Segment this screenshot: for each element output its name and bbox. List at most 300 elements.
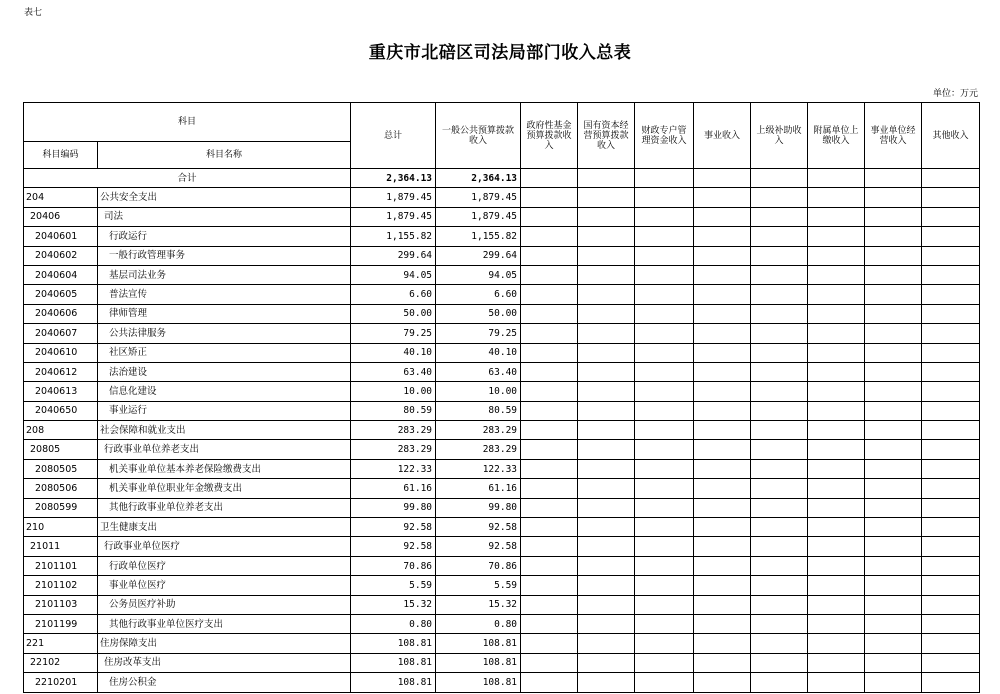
total-cell: 1,879.45 (351, 188, 436, 207)
empty-cell (751, 227, 808, 246)
subject-code-cell: 2040610 (24, 343, 98, 362)
general-budget-cell: 79.25 (436, 324, 521, 343)
empty-cell (521, 459, 578, 478)
empty-cell (521, 518, 578, 537)
header-other-income: 其他收入 (922, 103, 980, 169)
subject-name-cell: 律师管理 (98, 304, 351, 323)
total-cell: 299.64 (351, 246, 436, 265)
empty-cell (578, 459, 635, 478)
empty-cell (865, 421, 922, 440)
empty-cell (521, 188, 578, 207)
total-cell: 108.81 (351, 673, 436, 692)
empty-cell (751, 498, 808, 517)
empty-cell (694, 440, 751, 459)
subject-code-cell: 2040612 (24, 362, 98, 381)
empty-cell (694, 285, 751, 304)
total-cell: 79.25 (351, 324, 436, 343)
empty-cell (521, 556, 578, 575)
empty-cell (578, 246, 635, 265)
general-budget-cell: 108.81 (436, 653, 521, 672)
empty-cell (808, 459, 865, 478)
subject-code-cell: 21011 (24, 537, 98, 556)
subject-code-cell: 2040606 (24, 304, 98, 323)
empty-cell (635, 343, 694, 362)
empty-cell (635, 304, 694, 323)
table-row (24, 227, 980, 246)
general-budget-cell: 1,879.45 (436, 188, 521, 207)
total-cell: 40.10 (351, 343, 436, 362)
table-row (24, 304, 980, 323)
empty-cell (578, 207, 635, 226)
empty-cell (694, 576, 751, 595)
empty-cell (865, 343, 922, 362)
subject-name-cell: 行政运行 (98, 227, 351, 246)
empty-cell (751, 343, 808, 362)
empty-cell (635, 188, 694, 207)
empty-cell (694, 265, 751, 284)
empty-cell (521, 246, 578, 265)
empty-cell (635, 614, 694, 633)
empty-cell (635, 556, 694, 575)
empty-cell (808, 614, 865, 633)
subject-name-cell: 一般行政管理事务 (98, 246, 351, 265)
empty-cell (922, 518, 980, 537)
empty-cell (694, 614, 751, 633)
empty-cell (865, 653, 922, 672)
table-row (24, 537, 980, 556)
empty-cell (865, 324, 922, 343)
table-row (24, 498, 980, 517)
empty-cell (922, 401, 980, 420)
header-business-operation: 事业单位经营收入 (865, 103, 922, 169)
header-gov-fund: 政府性基金预算拨款收入 (521, 103, 578, 169)
empty-cell (865, 634, 922, 653)
empty-cell (922, 421, 980, 440)
empty-cell (751, 362, 808, 381)
empty-cell (808, 634, 865, 653)
subject-code-cell: 2040613 (24, 382, 98, 401)
header-subject: 科目 (24, 103, 351, 142)
empty-cell (865, 362, 922, 381)
empty-cell (578, 285, 635, 304)
subject-code-cell: 2040604 (24, 265, 98, 284)
empty-cell (808, 285, 865, 304)
subject-name-cell: 机关事业单位职业年金缴费支出 (98, 479, 351, 498)
empty-cell (751, 479, 808, 498)
empty-cell (578, 362, 635, 381)
subject-name-cell: 其他行政事业单位医疗支出 (98, 614, 351, 633)
header-subject-name: 科目名称 (98, 142, 351, 169)
subject-name-cell: 事业单位医疗 (98, 576, 351, 595)
empty-cell (694, 673, 751, 692)
empty-cell (578, 634, 635, 653)
empty-cell (808, 518, 865, 537)
empty-cell (635, 227, 694, 246)
empty-cell (808, 304, 865, 323)
empty-cell (922, 653, 980, 672)
empty-cell (922, 246, 980, 265)
table-row (24, 673, 980, 692)
empty-cell (578, 343, 635, 362)
table-row (24, 421, 980, 440)
subject-code-cell: 2040607 (24, 324, 98, 343)
general-budget-cell: 283.29 (436, 440, 521, 459)
empty-cell (521, 498, 578, 517)
general-budget-cell: 5.59 (436, 576, 521, 595)
empty-cell (922, 614, 980, 633)
table-row (24, 207, 980, 226)
general-budget-cell: 0.80 (436, 614, 521, 633)
empty-cell (521, 382, 578, 401)
empty-cell (694, 227, 751, 246)
empty-cell (578, 556, 635, 575)
empty-cell (865, 440, 922, 459)
empty-cell (578, 324, 635, 343)
total-cell: 10.00 (351, 382, 436, 401)
empty-cell (808, 498, 865, 517)
empty-cell (865, 498, 922, 517)
general-budget-cell: 108.81 (436, 634, 521, 653)
table-row (24, 634, 980, 653)
empty-cell (922, 459, 980, 478)
empty-cell (521, 421, 578, 440)
empty-cell (808, 207, 865, 226)
empty-cell (635, 634, 694, 653)
total-total-cell: 2,364.13 (351, 169, 436, 188)
subject-code-cell: 2080599 (24, 498, 98, 517)
table-row (24, 382, 980, 401)
subject-name-cell: 公务员医疗补助 (98, 595, 351, 614)
empty-cell (521, 634, 578, 653)
empty-cell (922, 188, 980, 207)
empty-cell (865, 304, 922, 323)
header-state-capital: 国有资本经营预算拨款收入 (578, 103, 635, 169)
empty-cell (808, 246, 865, 265)
subject-code-cell: 2040650 (24, 401, 98, 420)
subject-name-cell: 住房保障支出 (98, 634, 351, 653)
subject-code-cell: 2101102 (24, 576, 98, 595)
empty-cell (694, 343, 751, 362)
total-cell: 0.80 (351, 614, 436, 633)
empty-cell (922, 382, 980, 401)
table-row (24, 324, 980, 343)
header-affiliated-income: 附属单位上缴收入 (808, 103, 865, 169)
empty-cell (578, 401, 635, 420)
empty-cell (521, 440, 578, 459)
table-row (24, 459, 980, 478)
empty-cell (578, 382, 635, 401)
empty-cell (751, 518, 808, 537)
empty-cell (865, 614, 922, 633)
empty-cell (922, 479, 980, 498)
empty-cell (922, 265, 980, 284)
empty-cell (922, 673, 980, 692)
empty-cell (521, 362, 578, 381)
empty-cell (694, 479, 751, 498)
empty-cell (635, 246, 694, 265)
total-row (24, 169, 980, 188)
empty-cell (808, 401, 865, 420)
empty-cell (694, 382, 751, 401)
empty-cell (751, 382, 808, 401)
empty-cell (922, 595, 980, 614)
empty-cell (922, 227, 980, 246)
general-budget-cell: 94.05 (436, 265, 521, 284)
subject-name-cell: 卫生健康支出 (98, 518, 351, 537)
empty-cell (751, 634, 808, 653)
empty-cell (751, 285, 808, 304)
subject-code-cell: 2040605 (24, 285, 98, 304)
empty-cell (694, 653, 751, 672)
unit-label: 单位：万元 (932, 89, 978, 99)
empty-cell (865, 227, 922, 246)
empty-cell (865, 556, 922, 575)
empty-cell (751, 207, 808, 226)
table-row (24, 265, 980, 284)
empty-cell (694, 634, 751, 653)
general-budget-cell: 108.81 (436, 673, 521, 692)
empty-cell (751, 188, 808, 207)
table-row (24, 653, 980, 672)
empty-cell (635, 653, 694, 672)
table-row (24, 440, 980, 459)
empty-cell (808, 576, 865, 595)
table-row (24, 479, 980, 498)
empty-cell (521, 595, 578, 614)
table-label: 表七 (24, 8, 43, 18)
empty-cell (694, 304, 751, 323)
subject-code-cell: 210 (24, 518, 98, 537)
subject-name-cell: 基层司法业务 (98, 265, 351, 284)
empty-cell (808, 362, 865, 381)
empty-cell (751, 537, 808, 556)
total-cell: 92.58 (351, 518, 436, 537)
empty-cell (751, 673, 808, 692)
subject-name-cell: 其他行政事业单位养老支出 (98, 498, 351, 517)
empty-cell (694, 556, 751, 575)
empty-cell (635, 518, 694, 537)
empty-cell (694, 401, 751, 420)
total-cell: 61.16 (351, 479, 436, 498)
empty-cell (922, 285, 980, 304)
table-row (24, 614, 980, 633)
empty-cell (865, 537, 922, 556)
subject-code-cell: 20406 (24, 207, 98, 226)
total-cell: 15.32 (351, 595, 436, 614)
general-budget-cell: 92.58 (436, 518, 521, 537)
empty-cell (694, 188, 751, 207)
empty-cell (865, 479, 922, 498)
empty-cell (635, 440, 694, 459)
total-cell: 6.60 (351, 285, 436, 304)
empty-cell (808, 673, 865, 692)
empty-cell (808, 479, 865, 498)
empty-cell (751, 653, 808, 672)
subject-code-cell: 20805 (24, 440, 98, 459)
empty-cell (635, 576, 694, 595)
header-business-income: 事业收入 (694, 103, 751, 169)
subject-code-cell: 22102 (24, 653, 98, 672)
total-general-cell: 2,364.13 (436, 169, 521, 188)
subject-name-cell: 社会保障和就业支出 (98, 421, 351, 440)
empty-cell (635, 265, 694, 284)
empty-cell (635, 382, 694, 401)
subject-code-cell: 2101103 (24, 595, 98, 614)
general-budget-cell: 122.33 (436, 459, 521, 478)
subject-name-cell: 行政事业单位养老支出 (98, 440, 351, 459)
subject-code-cell: 2080505 (24, 459, 98, 478)
total-cell: 94.05 (351, 265, 436, 284)
total-cell: 63.40 (351, 362, 436, 381)
empty-cell (578, 537, 635, 556)
subject-code-cell: 2080506 (24, 479, 98, 498)
empty-cell (922, 537, 980, 556)
empty-cell (578, 518, 635, 537)
empty-cell (694, 518, 751, 537)
empty-cell (865, 401, 922, 420)
empty-cell (521, 227, 578, 246)
empty-cell (635, 362, 694, 381)
empty-cell (578, 304, 635, 323)
subject-name-cell: 住房公积金 (98, 673, 351, 692)
empty-cell (751, 304, 808, 323)
empty-cell (521, 479, 578, 498)
empty-cell (635, 324, 694, 343)
subject-name-cell: 司法 (98, 207, 351, 226)
empty-cell (808, 537, 865, 556)
subject-name-cell: 公共安全支出 (98, 188, 351, 207)
empty-cell (751, 614, 808, 633)
empty-cell (635, 595, 694, 614)
empty-cell (578, 653, 635, 672)
empty-cell (521, 401, 578, 420)
empty-cell (865, 207, 922, 226)
empty-cell (865, 576, 922, 595)
subject-name-cell: 法治建设 (98, 362, 351, 381)
empty-cell (521, 207, 578, 226)
empty-cell (578, 227, 635, 246)
empty-cell (578, 498, 635, 517)
empty-cell (751, 595, 808, 614)
general-budget-cell: 299.64 (436, 246, 521, 265)
empty-cell (865, 285, 922, 304)
table-row (24, 401, 980, 420)
empty-cell (751, 265, 808, 284)
empty-cell (808, 595, 865, 614)
empty-cell (808, 324, 865, 343)
table-row (24, 188, 980, 207)
empty-cell (635, 459, 694, 478)
general-budget-cell: 6.60 (436, 285, 521, 304)
empty-cell (635, 673, 694, 692)
empty-cell (922, 362, 980, 381)
header-general-budget: 一般公共预算拨款收入 (436, 103, 521, 169)
empty-cell (578, 576, 635, 595)
table-row (24, 285, 980, 304)
header-subject-code: 科目编码 (24, 142, 98, 169)
table-row (24, 518, 980, 537)
empty-cell (521, 343, 578, 362)
table-row (24, 343, 980, 362)
empty-cell (865, 265, 922, 284)
table-row (24, 556, 980, 575)
empty-cell (521, 324, 578, 343)
empty-cell (808, 653, 865, 672)
empty-cell (922, 440, 980, 459)
total-cell: 122.33 (351, 459, 436, 478)
subject-code-cell: 2101199 (24, 614, 98, 633)
subject-name-cell: 行政事业单位医疗 (98, 537, 351, 556)
empty-cell (521, 265, 578, 284)
total-cell: 283.29 (351, 421, 436, 440)
empty-cell (808, 440, 865, 459)
empty-cell (521, 614, 578, 633)
empty-cell (578, 479, 635, 498)
empty-cell (865, 188, 922, 207)
empty-cell (865, 518, 922, 537)
empty-cell (808, 188, 865, 207)
empty-cell (635, 421, 694, 440)
empty-cell (808, 556, 865, 575)
empty-cell (808, 227, 865, 246)
total-cell: 99.80 (351, 498, 436, 517)
empty-cell (694, 362, 751, 381)
empty-cell (751, 246, 808, 265)
total-cell: 108.81 (351, 634, 436, 653)
general-budget-cell: 40.10 (436, 343, 521, 362)
subject-code-cell: 2101101 (24, 556, 98, 575)
empty-cell (751, 324, 808, 343)
empty-cell (865, 246, 922, 265)
empty-cell (922, 324, 980, 343)
total-cell: 108.81 (351, 653, 436, 672)
subject-code-cell: 2210201 (24, 673, 98, 692)
general-budget-cell: 80.59 (436, 401, 521, 420)
empty-cell (808, 421, 865, 440)
empty-cell (694, 421, 751, 440)
empty-cell (922, 576, 980, 595)
general-budget-cell: 92.58 (436, 537, 521, 556)
empty-cell (521, 576, 578, 595)
general-budget-cell: 1,879.45 (436, 207, 521, 226)
total-label: 合计 (24, 169, 351, 188)
header-superior-subsidy: 上级补助收入 (751, 103, 808, 169)
total-cell: 1,879.45 (351, 207, 436, 226)
total-cell: 1,155.82 (351, 227, 436, 246)
empty-cell (694, 498, 751, 517)
empty-cell (865, 595, 922, 614)
empty-cell (865, 382, 922, 401)
empty-cell (751, 576, 808, 595)
empty-cell (521, 653, 578, 672)
empty-cell (635, 498, 694, 517)
empty-cell (694, 595, 751, 614)
empty-cell (578, 188, 635, 207)
empty-cell (922, 343, 980, 362)
empty-cell (694, 537, 751, 556)
empty-cell (578, 595, 635, 614)
empty-cell (521, 285, 578, 304)
empty-cell (635, 479, 694, 498)
table-row (24, 362, 980, 381)
empty-cell (751, 401, 808, 420)
subject-name-cell: 普法宣传 (98, 285, 351, 304)
total-cell: 283.29 (351, 440, 436, 459)
total-cell: 50.00 (351, 304, 436, 323)
empty-cell (635, 285, 694, 304)
empty-cell (635, 207, 694, 226)
empty-cell (922, 498, 980, 517)
